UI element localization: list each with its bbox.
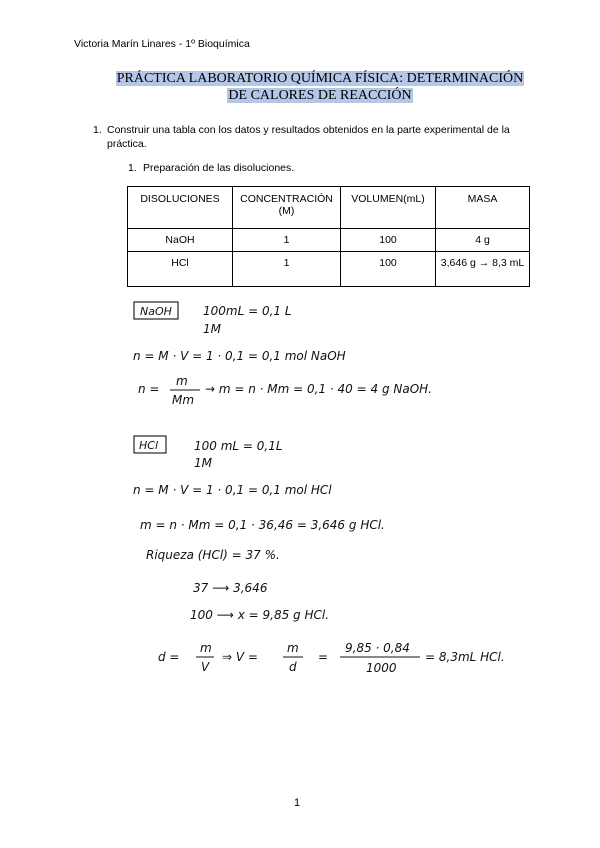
- naoh-mass-lhs: n =: [138, 382, 160, 396]
- density-equals: =: [318, 650, 329, 664]
- hcl-volume: 100 mL = 0,1L: [194, 439, 283, 453]
- table-header-cell: CONCENTRACIÓN (M): [233, 187, 341, 229]
- naoh-volume: 100mL = 0,1 L: [203, 304, 292, 318]
- table-header-cell: DISOLUCIONES: [128, 187, 233, 229]
- density-arrow: ⇒ V =: [222, 650, 258, 664]
- table-cell: HCl: [128, 252, 233, 287]
- density-lhs: d =: [158, 650, 180, 664]
- naoh-mass-denominator: Mm: [172, 393, 195, 407]
- proportion-line-1: 37 ⟶ 3,646: [193, 581, 268, 595]
- hcl-label: HCl: [139, 439, 159, 452]
- sublist-item-1-number: 1.: [128, 162, 137, 174]
- list-item-1-text: Construir una tabla con los datos y resultados obtenidos en la parte experimental de la práctica.: [107, 124, 510, 150]
- table-header-cell: MASA: [436, 187, 530, 229]
- naoh-concentration: 1M: [203, 322, 221, 336]
- density-m2: m: [287, 641, 299, 655]
- hcl-purity: Riqueza (HCl) = 37 %.: [146, 548, 280, 562]
- table-cell: 100: [341, 229, 436, 252]
- proportion-line-2: 100 ⟶ x = 9,85 g HCl.: [190, 608, 330, 622]
- density-d: d: [289, 660, 297, 674]
- density-v: V: [201, 660, 210, 674]
- sublist-item-1-text: Preparación de las disoluciones.: [143, 162, 295, 174]
- table-cell: 4 g: [436, 229, 530, 252]
- density-result: = 8,3mL HCl.: [425, 650, 505, 664]
- table-cell: 3,646 g → 8,3 mL: [436, 252, 530, 287]
- hcl-mass: m = n · Mm = 0,1 · 36,46 = 3,646 g HCl.: [140, 518, 385, 532]
- author-header: Victoria Marín Linares - 1º Bioquímica: [74, 38, 250, 50]
- density-m: m: [200, 641, 212, 655]
- naoh-label: NaOH: [140, 305, 172, 318]
- page-number: 1: [294, 797, 301, 809]
- list-item-1-number: 1.: [93, 124, 102, 136]
- table-header-cell: VOLUMEN(mL): [341, 187, 436, 229]
- density-denominator: 1000: [366, 661, 397, 675]
- table-cell: NaOH: [128, 229, 233, 252]
- density-numerator: 9,85 · 0,84: [345, 641, 410, 655]
- hcl-concentration: 1M: [194, 456, 212, 470]
- naoh-mass-result: → m = n · Mm = 0,1 · 40 = 4 g NaOH.: [205, 382, 432, 396]
- table-cell: 1: [233, 229, 341, 252]
- hcl-moles: n = M · V = 1 · 0,1 = 0,1 mol HCl: [133, 483, 332, 497]
- title-line-1: PRÁCTICA LABORATORIO QUÍMICA FÍSICA: DETERMINACIÓN: [116, 71, 524, 86]
- table-cell: 1: [233, 252, 341, 287]
- table-cell: 100: [341, 252, 436, 287]
- naoh-mass-numerator: m: [176, 374, 188, 388]
- title-line-2: DE CALORES DE REACCIÓN: [228, 88, 412, 103]
- naoh-moles: n = M · V = 1 · 0,1 = 0,1 mol NaOH: [133, 349, 346, 363]
